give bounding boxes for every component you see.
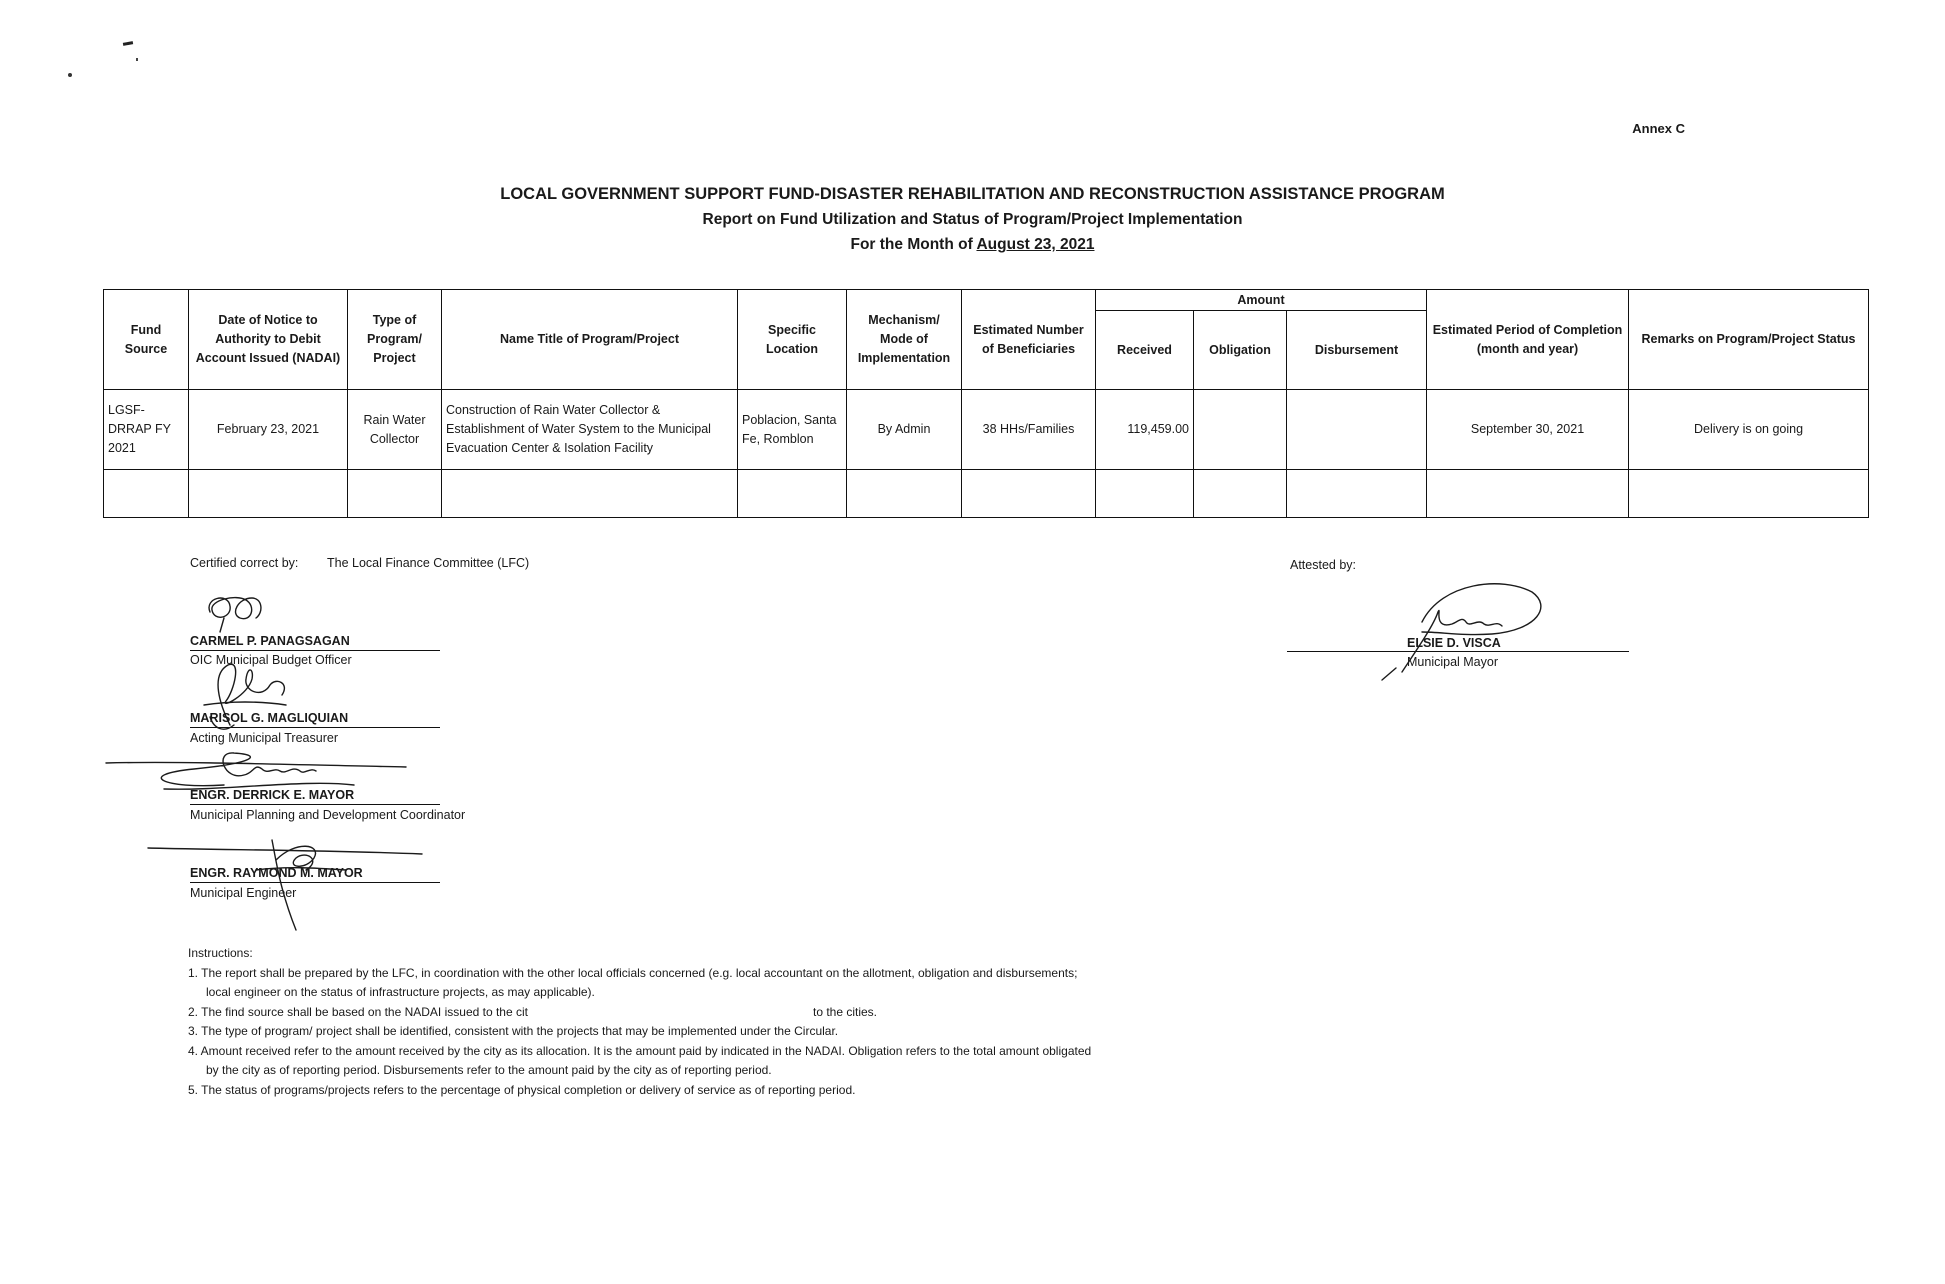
signatory-title: Acting Municipal Treasurer (190, 731, 338, 745)
document-subtitle: Report on Fund Utilization and Status of Program/Project Implementation (702, 211, 1243, 228)
document-title: LOCAL GOVERNMENT SUPPORT FUND-DISASTER REHABILITATION AND RECONSTRUCTION ASSISTANCE PROGRAM (500, 185, 1445, 203)
signatory-name: CARMEL P. PANAGSAGAN (190, 634, 350, 648)
signatory-title: Municipal Planning and Development Coordinator (190, 808, 466, 822)
instruction-item: by the city as of reporting period. Disbursements refer to the amount paid by the city as of reporting period. (206, 1063, 772, 1077)
table-row-empty (104, 470, 1869, 518)
instruction-item: 5. The status of programs/projects refers to the percentage of physical completion or delivery of service as of reporting period. (188, 1082, 856, 1097)
header-completion: Estimated Period of Completion (month and year) (1427, 290, 1629, 390)
cell-mechanism: By Admin (847, 390, 962, 470)
attested-by-label: Attested by: (1290, 558, 1357, 572)
instruction-item: 3. The type of program/ project shall be identified, consistent with the projects that may be implemented under the Circular. (188, 1024, 839, 1038)
header-type: Type of Program/ Project (348, 290, 442, 390)
instruction-item: 1. The report shall be prepared by the LFC, in coordination with the other local officials concerned (e.g. local accountant on the allotment, obligation and disbursements; (188, 965, 1078, 980)
mayor-name: ELSIE D. VISCA (1407, 636, 1501, 650)
header-beneficiaries: Estimated Number of Beneficiaries (962, 290, 1096, 390)
header-obligation: Obligation (1194, 311, 1287, 390)
cell-beneficiaries: 38 HHs/Families (962, 390, 1096, 470)
handwritten-signature (200, 588, 270, 636)
signatory-name: MARISOL G. MAGLIQUIAN (190, 711, 349, 725)
header-date-nadai: Date of Notice to Authority to Debit Account Issued (NADAI) (189, 290, 348, 390)
table-row (104, 390, 1869, 470)
signatory-title: OIC Municipal Budget Officer (190, 653, 352, 667)
signatory-title: Municipal Engineer (190, 886, 297, 900)
instruction-item: local engineer on the status of infrastructure projects, as may applicable). (206, 985, 595, 999)
cell-type: Rain Water Collector (348, 390, 442, 470)
cell-disbursement (1287, 390, 1427, 470)
handwritten-signature (146, 830, 426, 940)
signatory-name: ENGR. RAYMOND M. MAYOR (190, 866, 363, 880)
handwritten-signature (190, 655, 330, 735)
header-remarks: Remarks on Program/Project Status (1629, 290, 1869, 390)
handwritten-signature (1362, 572, 1552, 682)
scan-speck (136, 58, 138, 61)
cell-fund-source: LGSF-DRRAP FY 2021 (104, 390, 189, 470)
document-header (0, 182, 1945, 257)
report-period-prefix: For the Month of (850, 236, 973, 253)
header-name: Name Title of Program/Project (442, 290, 738, 390)
cell-remarks: Delivery is on going (1629, 390, 1869, 470)
mayor-title: Municipal Mayor (1407, 655, 1499, 669)
instructions-heading: Instructions: (188, 946, 253, 960)
table-header-row (104, 290, 1869, 311)
signature-line (190, 650, 440, 651)
cell-received: 119,459.00 (1096, 390, 1194, 470)
header-disbursement: Disbursement (1287, 311, 1427, 390)
header-amount: Amount (1096, 290, 1427, 311)
instruction-item-part: 2. The find source shall be based on the NADAI issued to the cit (188, 1004, 528, 1019)
annex-label: Annex C (1632, 121, 1685, 136)
certified-by-label: Certified correct by: (190, 556, 299, 570)
scan-speck (123, 41, 133, 46)
header-fund-source: Fund Source (104, 290, 189, 390)
header-received: Received (1096, 311, 1194, 390)
scan-speck (68, 73, 72, 77)
header-location: Specific Location (738, 290, 847, 390)
signatory-name: ENGR. DERRICK E. MAYOR (190, 788, 355, 802)
report-period (0, 232, 1945, 257)
cell-obligation (1194, 390, 1287, 470)
instruction-item-part: to the cities. (812, 1004, 878, 1019)
cell-completion: September 30, 2021 (1427, 390, 1629, 470)
header-mechanism: Mechanism/ Mode of Implementation (847, 290, 962, 390)
handwritten-signature (104, 745, 414, 815)
report-period-date: August 23, 2021 (976, 236, 1095, 253)
committee-label: The Local Finance Committee (LFC) (327, 556, 530, 570)
instruction-item (188, 1003, 1338, 1023)
cell-name: Construction of Rain Water Collector & Establishment of Water System to the Municipal Evacuation Center & Isolation Facility (442, 390, 738, 470)
instruction-item: 4. Amount received refer to the amount received by the city as its allocation. It is the amount paid by indicated in the NADAI. Obligation refers to the total amount obligated (188, 1043, 1092, 1058)
instructions (188, 944, 1338, 1100)
cell-date-nadai: February 23, 2021 (189, 390, 348, 470)
cell-location: Poblacion, Santa Fe, Romblon (738, 390, 847, 470)
fund-utilization-table (103, 289, 1869, 518)
